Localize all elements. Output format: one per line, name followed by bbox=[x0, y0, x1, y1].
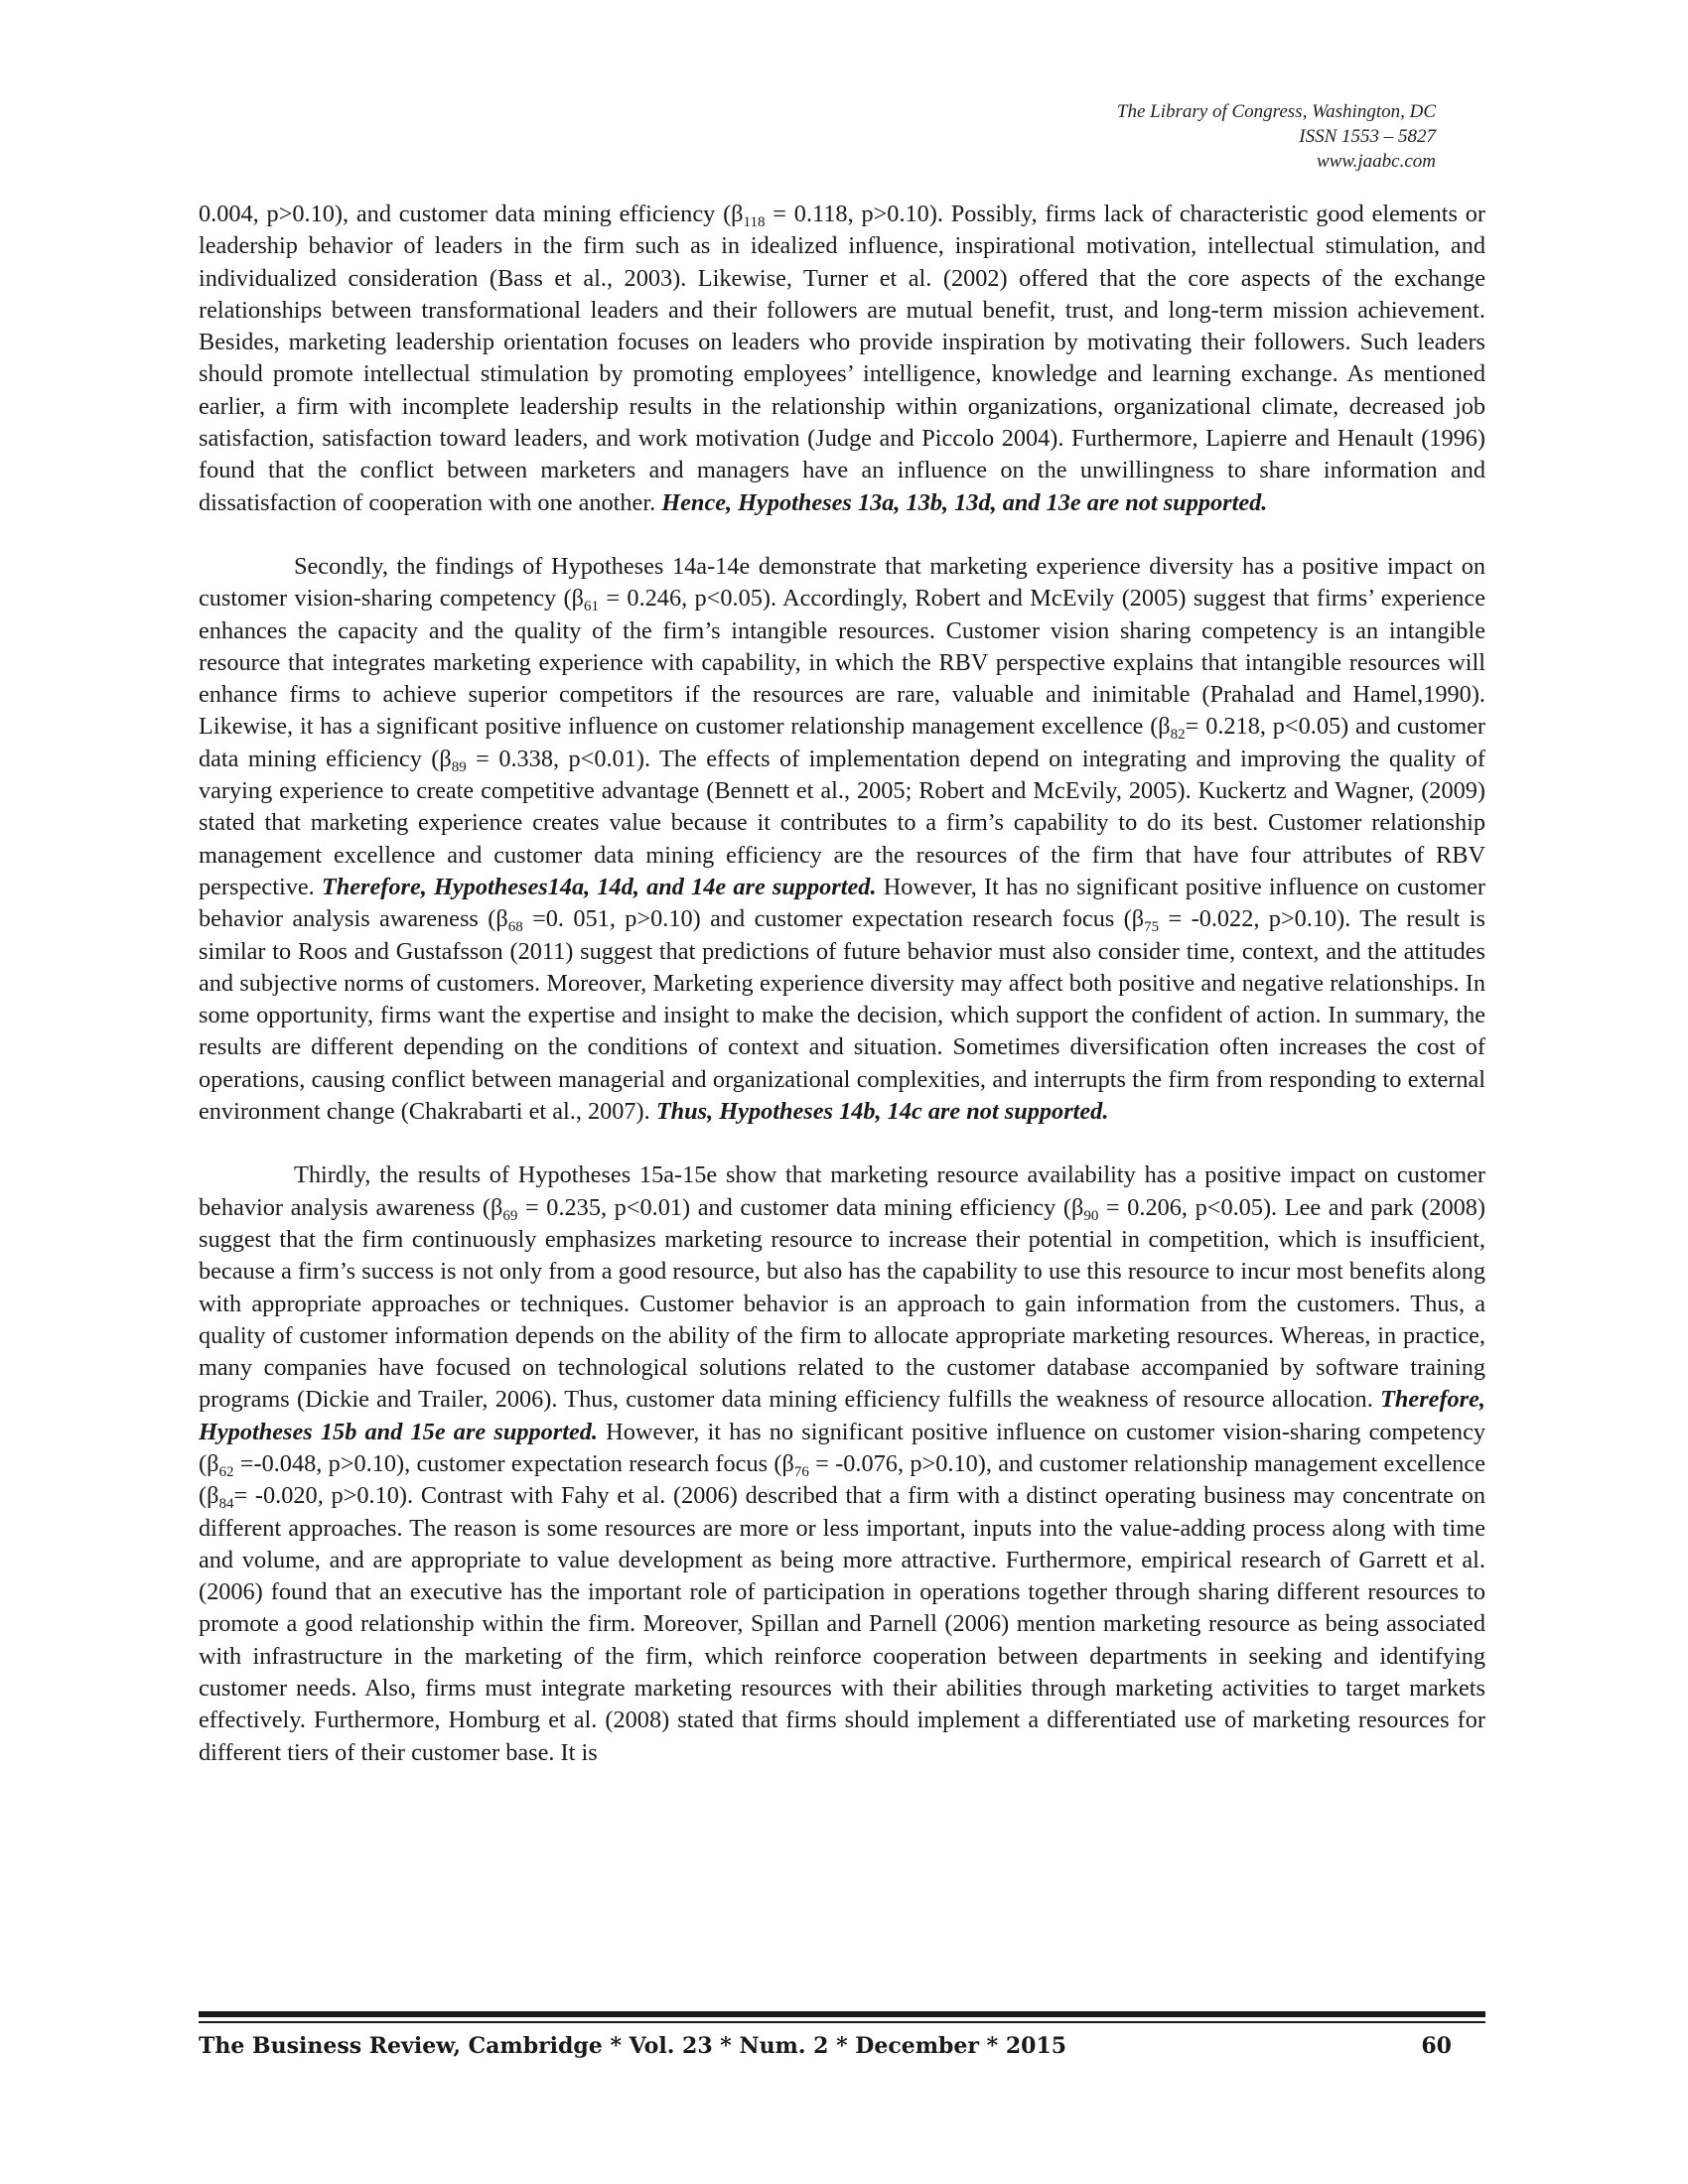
header-issn: ISSN 1553 – 5827 bbox=[1299, 126, 1436, 147]
paragraph-text: Thirdly, the results of Hypotheses 15a-15e show that marketing resource availability has a positive impact on customer behavior analysis awareness (β bbox=[199, 1161, 1485, 1221]
beta-subscript: 68 bbox=[507, 919, 523, 936]
paragraph-text: =-0.048, p>0.10), customer expectation research focus (β bbox=[233, 1449, 794, 1477]
beta-subscript: 62 bbox=[218, 1463, 234, 1480]
paragraph-text: = -0.020, p>0.10). Contrast with Fahy et al. (2006) described that a firm with a distinct operating business may concentrate on different approaches. The reason is some resources are more or less important, inputs into the value-adding process along with time and volume, and are appropriate to value development as being more attractive. Furthermore, empirical research of Garrett et al. (2006) found that an executive has the important role of participation in operations together through sharing different resources to promote a good relationship within the firm. Moreover, Spillan and Parnell (2006) mention marketing resource as being associated with infrastructure in the marketing of the firm, which reinforce cooperation between departments in seeking and identifying customer needs. Also, firms must integrate marketing resources with their abilities through marketing activities to target markets effectively. Furthermore, Homburg et al. (2008) stated that firms should implement a differentiated use of marketing resources for different tiers of their customer base. It is bbox=[199, 1482, 1485, 1766]
beta-subscript: 84 bbox=[218, 1496, 234, 1513]
beta-subscript: 90 bbox=[1083, 1207, 1099, 1224]
paragraph-text: However, it has no significant positive influence on customer vision-sharing competency (β bbox=[199, 1418, 1485, 1477]
body-paragraph bbox=[199, 1160, 1485, 1769]
hypothesis-conclusion: Hence, Hypotheses 13a, 13b, 13d, and 13e are not supported. bbox=[661, 488, 1268, 516]
paragraph-text: 0.004, p>0.10), and customer data mining efficiency (β bbox=[199, 201, 744, 227]
beta-subscript: 76 bbox=[793, 1463, 809, 1480]
paragraph-text: = 0.218, p<0.05) and customer data mining efficiency (β bbox=[199, 713, 1485, 772]
footer-rule-thick bbox=[199, 2011, 1485, 2017]
page-header bbox=[1117, 99, 1436, 174]
paragraph-text: = 0.118, p>0.10). Possibly, firms lack of characteristic good elements or leadership behavior of leaders in the firm such as in idealized influence, inspirational motivation, intellectual stimulation, and individualized consideration (Bass et al., 2003). Likewise, Turner et al. (2002) offered that the core aspects of the exchange relationships between transformational leaders and their followers are mutual benefit, trust, and long-term mission achievement. Besides, marketing leadership orientation focuses on leaders who provide inspiration by motivating their followers. Such leaders should promote intellectual stimulation by promoting employees’ intelligence, knowledge and learning exchange. As mentioned earlier, a firm with incomplete leadership results in the relationship within organizations, organizational climate, decreased job satisfaction, satisfaction toward leaders, and work motivation (Judge and Piccolo 2004). Furthermore, Lapierre and Henault (1996) found that the conflict between marketers and managers have an influence on the unwillingness to share information and dissatisfaction of cooperation with one another. bbox=[199, 201, 1485, 516]
hypothesis-conclusion: Therefore, Hypotheses 15b and 15e are supported. bbox=[199, 1386, 1485, 1445]
paragraph-text: Secondly, the findings of Hypotheses 14a-14e demonstrate that marketing experience diversity has a positive impact on customer vision-sharing competency (β bbox=[199, 552, 1485, 613]
body-paragraph bbox=[199, 551, 1485, 1128]
hypothesis-conclusion: Thus, Hypotheses 14b, 14c are not supported. bbox=[655, 1098, 1109, 1126]
beta-subscript: 69 bbox=[502, 1207, 518, 1224]
paragraph-text: = 0.206, p<0.05). Lee and park (2008) suggest that the firm continuously emphasizes marketing resource to increase their potential in competition, which is insufficient, because a firm’s success is not only from a good resource, but also has the capability to use this resource to incur most benefits along with appropriate approaches or techniques. Customer behavior is an approach to gain information from the customers. Thus, a quality of customer information depends on the ability of the firm to allocate appropriate marketing resources. Whereas, in practice, many companies have focused on technological solutions related to the customer database accompanied by software training programs (Dickie and Trailer, 2006). Thus, customer data mining efficiency fulfills the weakness of resource allocation. bbox=[199, 1193, 1485, 1414]
body-text bbox=[199, 199, 1485, 1769]
footer-rule-thin bbox=[199, 2021, 1485, 2023]
footer-divider bbox=[199, 2011, 1485, 2023]
paragraph-text: = -0.076, p>0.10), and customer relationship management excellence (β bbox=[199, 1449, 1485, 1510]
footer-journal-citation: The Business Review, Cambridge * Vol. 23 * Num. 2 * December * 2015 bbox=[199, 2033, 1067, 2059]
header-publisher: The Library of Congress, Washington, DC bbox=[1116, 101, 1436, 122]
hypothesis-conclusion: Therefore, Hypotheses14a, 14d, and 14e are supported. bbox=[321, 873, 877, 900]
beta-subscript: 82 bbox=[1170, 727, 1186, 744]
paragraph-text: However, It has no significant positive influence on customer behavior analysis awareness (β bbox=[199, 873, 1486, 933]
beta-subscript: 61 bbox=[584, 599, 599, 615]
paragraph-text: = 0.338, p<0.01). The effects of implementation depend on integrating and improving the quality of varying experience to create competitive advantage (Bennett et al., 2005; Robert and McEvily, 2005). Kuckertz and Wagner, (2009) stated that marketing experience creates value because it contributes to a firm’s capability to do its best. Customer relationship management excellence and customer data mining efficiency are the resources of the firm that have four attributes of RBV perspective. bbox=[199, 745, 1485, 900]
beta-subscript: 118 bbox=[743, 214, 766, 230]
beta-subscript: 89 bbox=[451, 758, 467, 775]
paragraph-text: = 0.235, p<0.01) and customer data mining efficiency (β bbox=[517, 1193, 1084, 1221]
body-paragraph bbox=[199, 199, 1485, 519]
page-number: 60 bbox=[1421, 2033, 1452, 2059]
paragraph-text: = -0.022, p>0.10). The result is similar to Roos and Gustafsson (2011) suggest that predictions of future behavior must also consider time, context, and the attitudes and subjective norms of customers. Moreover, Marketing experience diversity may affect both positive and negative relationships. In some opportunity, firms want the expertise and insight to make the decision, which support the confident of action. In summary, the results are different depending on the conditions of context and situation. Sometimes diversification often increases the cost of operations, causing conflict between managerial and organizational complexities, and interrupts the firm from responding to external environment change (Chakrabarti et al., 2007). bbox=[199, 905, 1485, 1126]
paragraph-text: = 0.246, p<0.05). Accordingly, Robert and McEvily (2005) suggest that firms’ experience enhances the capacity and the quality of the firm’s intangible resources. Customer vision sharing competency is an intangible resource that integrates marketing experience with capability, in which the RBV perspective explains that intangible resources will enhance firms to achieve superior competitors if the resources are rare, valuable and inimitable (Prahalad and Hamel,1990). Likewise, it has a significant positive influence on customer relationship management excellence (β bbox=[199, 585, 1486, 741]
beta-subscript: 75 bbox=[1144, 919, 1160, 936]
paragraph-text: =0. 051, p>0.10) and customer expectation research focus (β bbox=[522, 905, 1145, 933]
header-website: www.jaabc.com bbox=[1317, 151, 1436, 172]
